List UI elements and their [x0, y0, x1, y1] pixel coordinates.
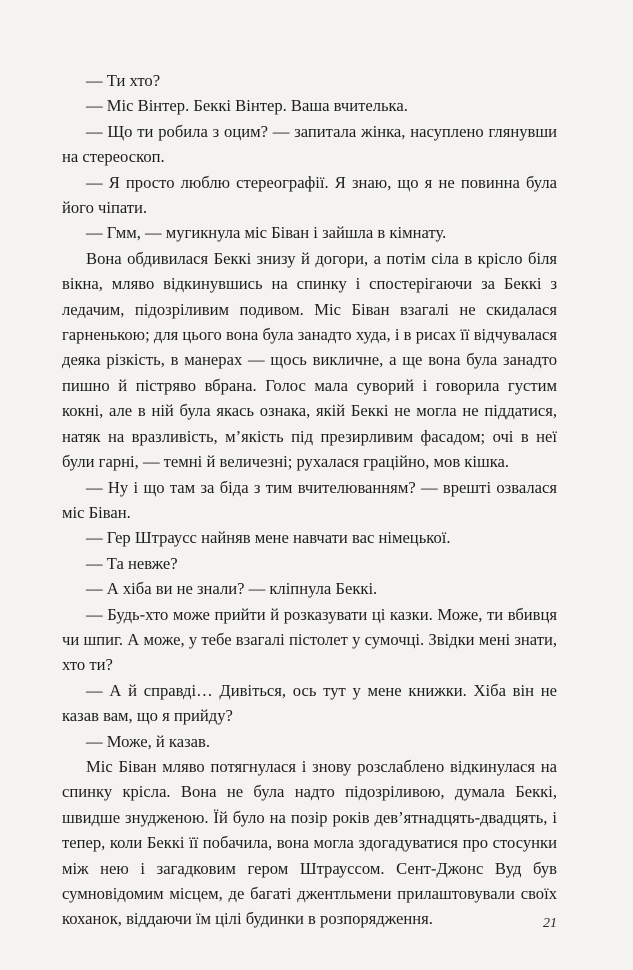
- dialogue-line: — Ти хто?: [86, 71, 161, 90]
- narrative-paragraph: Міс Біван мляво потягнулася і знову розслаблено відкинулася на спинку крісла. Вона не була надто підозріливою, думала Беккі, швидше знудженою. Їй було на позір років дев’ятнадцять-двадцять, і тепер, коли Беккі її побачила, вона могла здогадуватися про стосунки між нею і загадковим гером Штрауссом. Сент-Джонс Вуд був сумновідомим місцем, де багаті джентльмени прилаштовували своїх коханок, віддаючи їм цілі будинки в розпорядження.: [62, 756, 557, 929]
- page-number: 21: [543, 916, 557, 931]
- dialogue-line: — Я просто люблю стереографії. Я знаю, що я не повинна була його чіпати.: [62, 172, 557, 218]
- dialogue-line: — А хіба ви не знали? — кліпнула Беккі.: [86, 579, 378, 599]
- narrative-paragraph: Вона обдивилася Беккі знизу й догори, а потім сіла в крісло біля вікна, мляво відкинувшись на спинку і спостерігаючи за Беккі з ледачим, підозріливим подивом. Міс Біван взагалі не скидалася гарненькою; для цього вона була занадто худа, і в рисах її відчувалася деяка різкість, в манерах — щось викличне, а ще вона була занадто пишно й пістряво вбрана. Голос мала суворий і говорила густим кокні, але в ній була якась ознака, якій Беккі не могла не піддатися, натяк на вразливість, м’якість під презирливим фасадом; очі в неї були гарні, — темні й величезні; рухалася граційно, мов кішка.: [62, 248, 557, 472]
- page-text: [62, 68, 557, 932]
- dialogue-line: — Що ти робила з оцим? — запитала жінка, насуплено глянувши на стереоскоп.: [62, 121, 557, 167]
- dialogue-line: — Та невже?: [86, 553, 178, 573]
- dialogue-line: — Ну і що там за біда з тим вчителюванням? — врешті озвалася міс Біван.: [62, 477, 557, 522]
- dialogue-line: — Міс Вінтер. Беккі Вінтер. Ваша вчителька.: [86, 96, 408, 116]
- dialogue-line: — Гер Штраусс найняв мене навчати вас німецької.: [86, 528, 451, 548]
- dialogue-line: — Будь-хто може прийти й розказувати ці казки. Може, ти вбивця чи шпиг. А може, у тебе взагалі пістолет у сумочці. Звідки мені знати, хто ти?: [62, 604, 557, 675]
- dialogue-line: — Гмм, — мугикнула міс Біван і зайшла в кімнату.: [86, 223, 447, 243]
- dialogue-line: — А й справді… Дивіться, ось тут у мене книжки. Хіба він не казав вам, що я прийду?: [62, 680, 557, 726]
- dialogue-line: — Може, й казав.: [86, 731, 210, 751]
